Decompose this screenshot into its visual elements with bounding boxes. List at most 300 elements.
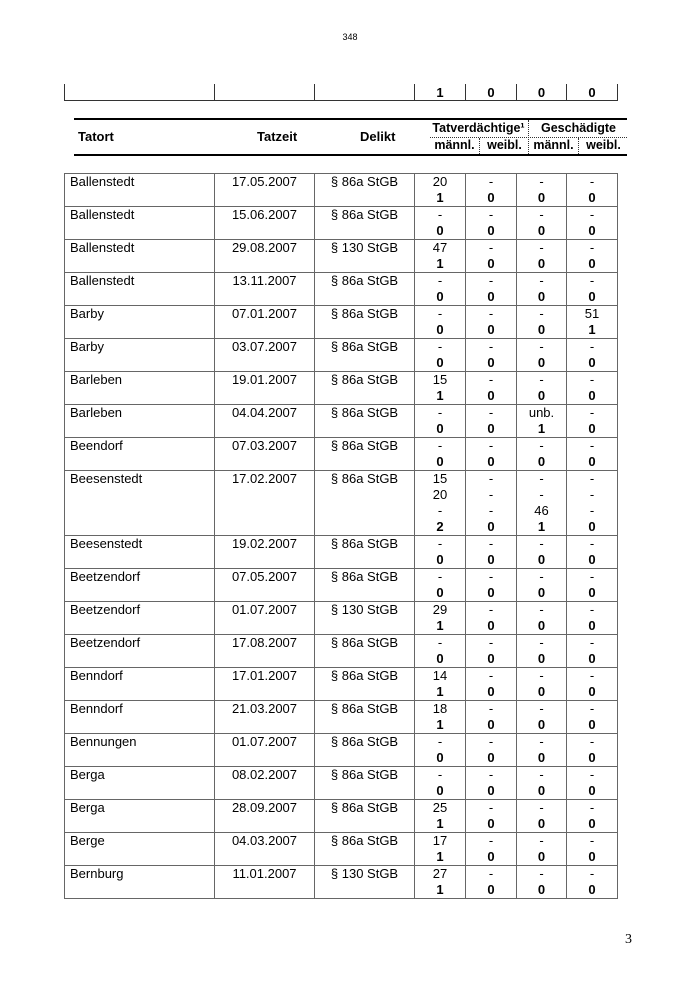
cell-tatort: Berga xyxy=(65,767,215,784)
header-geschaedigte: Geschädigte xyxy=(540,121,617,135)
summary-cell-empty xyxy=(215,84,315,101)
cell-value: 25 xyxy=(415,800,466,817)
cell-sum-value: 0 xyxy=(517,684,567,701)
cell-tatort: Bennungen xyxy=(65,734,215,751)
cell-value: - xyxy=(466,306,517,323)
cell-empty xyxy=(315,454,415,471)
cell-sum-value: 0 xyxy=(466,585,517,602)
cell-value: - xyxy=(567,569,618,586)
cell-sum-value: 0 xyxy=(567,519,618,536)
cell-sum-value: 0 xyxy=(567,289,618,306)
cell-empty xyxy=(65,684,215,701)
cell-delikt: § 86a StGB xyxy=(315,174,415,191)
cell-tatzeit: 07.03.2007 xyxy=(215,438,315,455)
table-row-sum xyxy=(65,355,618,372)
cell-value: - xyxy=(517,668,567,685)
cell-sum-value: 0 xyxy=(517,585,567,602)
cell-sum-value: 0 xyxy=(466,849,517,866)
cell-sum-value: 1 xyxy=(415,190,466,207)
cell-sum-value: 0 xyxy=(517,882,567,899)
cell-value: - xyxy=(415,207,466,224)
cell-empty xyxy=(65,585,215,602)
table-row-sum xyxy=(65,717,618,734)
table-row-sum xyxy=(65,190,618,207)
cell-value: - xyxy=(466,372,517,389)
table-row xyxy=(65,701,618,718)
cell-value: - xyxy=(466,734,517,751)
cell-value: - xyxy=(567,174,618,191)
cell-sum-value: 0 xyxy=(567,454,618,471)
cell-sum-value: 2 xyxy=(415,519,466,536)
table-header xyxy=(74,118,627,156)
cell-value: - xyxy=(567,487,618,503)
summary-cell: 0 xyxy=(567,84,618,101)
cell-value: - xyxy=(567,503,618,519)
cell-value: - xyxy=(567,602,618,619)
table-row-sum xyxy=(65,684,618,701)
cell-empty xyxy=(315,487,415,503)
cell-value: - xyxy=(517,866,567,883)
cell-value: - xyxy=(517,602,567,619)
cell-value: 20 xyxy=(415,174,466,191)
cell-tatort: Barby xyxy=(65,339,215,356)
cell-sum-value: 1 xyxy=(415,388,466,405)
cell-empty xyxy=(315,355,415,372)
cell-sum-value: 1 xyxy=(415,717,466,734)
cell-value: - xyxy=(415,339,466,356)
cell-value: 15 xyxy=(415,372,466,389)
table-row-sum xyxy=(65,519,618,536)
cell-value: - xyxy=(567,701,618,718)
table-row xyxy=(65,438,618,455)
cell-sum-value: 0 xyxy=(466,882,517,899)
cell-tatzeit: 19.01.2007 xyxy=(215,372,315,389)
page-number: 348 xyxy=(342,32,358,42)
table-row xyxy=(65,800,618,817)
cell-tatzeit: 19.02.2007 xyxy=(215,536,315,553)
cell-empty xyxy=(315,322,415,339)
cell-value: 14 xyxy=(415,668,466,685)
carryover-summary-row xyxy=(64,84,618,101)
cell-empty xyxy=(215,882,315,899)
cell-sum-value: 0 xyxy=(567,684,618,701)
cell-empty xyxy=(65,190,215,207)
cell-sum-value: 1 xyxy=(415,816,466,833)
cell-value: - xyxy=(466,471,517,488)
cell-sum-value: 0 xyxy=(466,388,517,405)
cell-value: - xyxy=(567,767,618,784)
cell-sum-value: 0 xyxy=(517,849,567,866)
cell-value: - xyxy=(517,569,567,586)
cell-value: - xyxy=(567,471,618,488)
cell-empty xyxy=(315,190,415,207)
cell-value: - xyxy=(567,273,618,290)
cell-empty xyxy=(215,322,315,339)
cell-value: - xyxy=(466,438,517,455)
cell-tatzeit: 17.01.2007 xyxy=(215,668,315,685)
cell-sum-value: 0 xyxy=(567,388,618,405)
cell-empty xyxy=(315,849,415,866)
cell-delikt: § 130 StGB xyxy=(315,240,415,257)
cell-empty xyxy=(65,355,215,372)
cell-sum-value: 0 xyxy=(567,190,618,207)
table-row xyxy=(65,602,618,619)
footer-page-number: 3 xyxy=(625,932,632,947)
cell-tatzeit: 17.02.2007 xyxy=(215,471,315,488)
cell-tatzeit: 13.11.2007 xyxy=(215,273,315,290)
cell-tatort: Berga xyxy=(65,800,215,817)
cell-value: - xyxy=(517,240,567,257)
cell-value: - xyxy=(466,207,517,224)
cell-tatort: Ballenstedt xyxy=(65,273,215,290)
cell-tatort: Beetzendorf xyxy=(65,635,215,652)
cell-value: - xyxy=(567,833,618,850)
cell-sum-value: 0 xyxy=(466,816,517,833)
cell-value: - xyxy=(517,438,567,455)
cell-delikt: § 86a StGB xyxy=(315,207,415,224)
cell-sum-value: 0 xyxy=(415,421,466,438)
cell-empty xyxy=(215,783,315,800)
cell-tatort: Beetzendorf xyxy=(65,602,215,619)
cell-value: - xyxy=(466,833,517,850)
cell-sum-value: 1 xyxy=(517,421,567,438)
cell-value: - xyxy=(466,569,517,586)
cell-sum-value: 0 xyxy=(517,717,567,734)
cell-delikt: § 86a StGB xyxy=(315,569,415,586)
cell-tatort: Ballenstedt xyxy=(65,207,215,224)
cell-value: - xyxy=(466,240,517,257)
table-row-sum xyxy=(65,783,618,800)
cell-sum-value: 0 xyxy=(567,618,618,635)
cell-sum-value: 1 xyxy=(567,322,618,339)
cell-empty xyxy=(215,684,315,701)
cell-value: 20 xyxy=(415,487,466,503)
cell-value: - xyxy=(466,339,517,356)
cell-value: - xyxy=(517,635,567,652)
cell-value: 15 xyxy=(415,471,466,488)
cell-delikt: § 130 StGB xyxy=(315,866,415,883)
table-row xyxy=(65,471,618,488)
cell-delikt: § 130 StGB xyxy=(315,602,415,619)
cell-value: - xyxy=(517,800,567,817)
cell-sum-value: 0 xyxy=(466,421,517,438)
cell-empty xyxy=(315,256,415,273)
cell-value: - xyxy=(567,734,618,751)
cell-empty xyxy=(315,421,415,438)
cell-sum-value: 0 xyxy=(517,618,567,635)
table-row-sum xyxy=(65,454,618,471)
cell-value: - xyxy=(466,503,517,519)
cell-empty xyxy=(65,388,215,405)
header-tv-maennl: männl. xyxy=(434,138,475,152)
cases-table xyxy=(64,173,618,899)
cell-value: - xyxy=(415,734,466,751)
cell-delikt: § 86a StGB xyxy=(315,372,415,389)
cell-value: - xyxy=(517,701,567,718)
table-row-sum xyxy=(65,750,618,767)
cell-sum-value: 0 xyxy=(567,849,618,866)
cell-sum-value: 0 xyxy=(517,750,567,767)
summary-cell: 0 xyxy=(466,84,517,101)
table-row xyxy=(65,207,618,224)
cell-value: - xyxy=(517,207,567,224)
cell-sum-value: 0 xyxy=(466,355,517,372)
cell-value: 51 xyxy=(567,306,618,323)
cell-sum-value: 0 xyxy=(567,717,618,734)
cell-sum-value: 0 xyxy=(466,454,517,471)
cell-empty xyxy=(215,816,315,833)
table-row-sum xyxy=(65,585,618,602)
cell-tatort: Bernburg xyxy=(65,866,215,883)
cell-tatzeit: 01.07.2007 xyxy=(215,602,315,619)
cell-tatort: Beesenstedt xyxy=(65,536,215,553)
cell-sum-value: 0 xyxy=(466,783,517,800)
cell-value: 17 xyxy=(415,833,466,850)
cell-tatzeit: 21.03.2007 xyxy=(215,701,315,718)
cell-tatzeit: 03.07.2007 xyxy=(215,339,315,356)
cell-tatzeit: 11.01.2007 xyxy=(215,866,315,883)
cell-sum-value: 0 xyxy=(567,585,618,602)
cell-tatzeit: 04.03.2007 xyxy=(215,833,315,850)
header-g-maennl: männl. xyxy=(533,138,574,152)
cell-value: - xyxy=(466,536,517,553)
header-tv-weibl: weibl. xyxy=(487,138,522,152)
cell-sum-value: 0 xyxy=(567,552,618,569)
cell-sum-value: 1 xyxy=(517,519,567,536)
cell-value: - xyxy=(517,306,567,323)
table-row xyxy=(65,306,618,323)
cell-value: - xyxy=(517,273,567,290)
cell-empty xyxy=(65,289,215,306)
cell-value: - xyxy=(517,339,567,356)
cell-delikt: § 86a StGB xyxy=(315,536,415,553)
cell-sum-value: 0 xyxy=(415,651,466,668)
header-delikt: Delikt xyxy=(360,129,396,144)
cell-sum-value: 0 xyxy=(415,783,466,800)
cell-value: - xyxy=(567,372,618,389)
cell-sum-value: 0 xyxy=(415,223,466,240)
table-row-sum xyxy=(65,849,618,866)
cell-empty xyxy=(315,717,415,734)
cell-tatort: Ballenstedt xyxy=(65,240,215,257)
cell-value: - xyxy=(567,438,618,455)
cell-empty xyxy=(215,421,315,438)
cell-value: - xyxy=(415,536,466,553)
cell-sum-value: 0 xyxy=(567,816,618,833)
cell-value: 46 xyxy=(517,503,567,519)
cell-empty xyxy=(65,503,215,519)
cell-sum-value: 0 xyxy=(517,355,567,372)
cell-sum-value: 0 xyxy=(567,355,618,372)
cell-empty xyxy=(215,355,315,372)
cell-empty xyxy=(315,388,415,405)
cell-empty xyxy=(65,849,215,866)
cell-sum-value: 0 xyxy=(415,585,466,602)
header-tatzeit: Tatzeit xyxy=(257,129,298,144)
cell-empty xyxy=(215,454,315,471)
table-row xyxy=(65,536,618,553)
cell-delikt: § 86a StGB xyxy=(315,306,415,323)
cell-empty xyxy=(315,552,415,569)
cell-empty xyxy=(215,717,315,734)
cell-empty xyxy=(215,618,315,635)
cell-value: - xyxy=(466,800,517,817)
cell-value: - xyxy=(517,487,567,503)
cell-sum-value: 0 xyxy=(415,289,466,306)
cell-empty xyxy=(315,651,415,668)
table-row xyxy=(65,405,618,422)
cell-value: - xyxy=(466,174,517,191)
table-row xyxy=(65,240,618,257)
cell-empty xyxy=(65,816,215,833)
cell-delikt: § 86a StGB xyxy=(315,833,415,850)
cell-sum-value: 0 xyxy=(415,454,466,471)
cell-value: - xyxy=(466,767,517,784)
cell-delikt: § 86a StGB xyxy=(315,701,415,718)
table-row xyxy=(65,833,618,850)
cell-empty xyxy=(315,816,415,833)
cell-value: - xyxy=(466,668,517,685)
cell-tatort: Beetzendorf xyxy=(65,569,215,586)
cell-value: - xyxy=(415,503,466,519)
cell-sum-value: 0 xyxy=(517,783,567,800)
cell-value: - xyxy=(466,273,517,290)
cell-empty xyxy=(65,454,215,471)
cell-sum-value: 0 xyxy=(415,750,466,767)
table-row xyxy=(65,487,618,503)
cell-empty xyxy=(315,783,415,800)
cell-sum-value: 0 xyxy=(466,190,517,207)
cell-empty xyxy=(215,849,315,866)
cell-value: 47 xyxy=(415,240,466,257)
cell-sum-value: 0 xyxy=(517,322,567,339)
cell-sum-value: 0 xyxy=(415,322,466,339)
cell-sum-value: 1 xyxy=(415,256,466,273)
table-row-sum xyxy=(65,882,618,899)
cell-tatort: Barleben xyxy=(65,372,215,389)
cell-value: - xyxy=(466,602,517,619)
cell-tatzeit: 08.02.2007 xyxy=(215,767,315,784)
cell-tatzeit: 04.04.2007 xyxy=(215,405,315,422)
cell-empty xyxy=(65,783,215,800)
cell-sum-value: 0 xyxy=(517,552,567,569)
cell-value: - xyxy=(517,833,567,850)
cell-sum-value: 0 xyxy=(567,421,618,438)
cell-tatzeit: 15.06.2007 xyxy=(215,207,315,224)
cell-sum-value: 0 xyxy=(466,651,517,668)
cell-tatort: Barleben xyxy=(65,405,215,422)
table-row-sum xyxy=(65,223,618,240)
table-row xyxy=(65,668,618,685)
cell-empty xyxy=(215,256,315,273)
cell-sum-value: 0 xyxy=(567,882,618,899)
cell-value: - xyxy=(415,438,466,455)
cell-value: - xyxy=(567,635,618,652)
cell-empty xyxy=(315,585,415,602)
cell-empty xyxy=(65,552,215,569)
cell-delikt: § 86a StGB xyxy=(315,471,415,488)
table-row xyxy=(65,372,618,389)
cell-empty xyxy=(215,585,315,602)
table-row-sum xyxy=(65,816,618,833)
cell-delikt: § 86a StGB xyxy=(315,668,415,685)
cell-tatzeit: 01.07.2007 xyxy=(215,734,315,751)
cell-value: - xyxy=(567,866,618,883)
table-row xyxy=(65,569,618,586)
cell-value: - xyxy=(466,487,517,503)
cell-value: 29 xyxy=(415,602,466,619)
cell-empty xyxy=(315,618,415,635)
cell-empty xyxy=(315,882,415,899)
cell-empty xyxy=(65,487,215,503)
cell-empty xyxy=(215,651,315,668)
cell-tatort: Benndorf xyxy=(65,668,215,685)
cell-delikt: § 86a StGB xyxy=(315,767,415,784)
cell-sum-value: 0 xyxy=(415,355,466,372)
cell-sum-value: 0 xyxy=(517,454,567,471)
cell-empty xyxy=(315,503,415,519)
cell-empty xyxy=(215,519,315,536)
cell-sum-value: 0 xyxy=(466,289,517,306)
table-row-sum xyxy=(65,618,618,635)
table-row xyxy=(65,734,618,751)
cell-sum-value: 0 xyxy=(466,750,517,767)
cell-value: 27 xyxy=(415,866,466,883)
header-g-weibl: weibl. xyxy=(586,138,621,152)
table-row-sum xyxy=(65,256,618,273)
cell-empty xyxy=(65,421,215,438)
cell-sum-value: 0 xyxy=(466,552,517,569)
cell-sum-value: 0 xyxy=(466,256,517,273)
cell-sum-value: 0 xyxy=(517,190,567,207)
summary-cell-empty xyxy=(65,84,215,101)
cell-sum-value: 0 xyxy=(466,322,517,339)
cell-sum-value: 0 xyxy=(466,519,517,536)
cell-sum-value: 0 xyxy=(567,750,618,767)
cell-tatzeit: 07.01.2007 xyxy=(215,306,315,323)
cell-empty xyxy=(65,519,215,536)
cell-sum-value: 0 xyxy=(567,256,618,273)
cell-empty xyxy=(215,289,315,306)
cell-value: - xyxy=(567,800,618,817)
cell-value: 18 xyxy=(415,701,466,718)
cell-value: - xyxy=(415,635,466,652)
cell-value: - xyxy=(567,405,618,422)
table-row xyxy=(65,866,618,883)
cell-empty xyxy=(315,750,415,767)
header-tatort: Tatort xyxy=(78,129,114,144)
cell-sum-value: 0 xyxy=(415,552,466,569)
cell-delikt: § 86a StGB xyxy=(315,635,415,652)
cell-empty xyxy=(315,684,415,701)
cell-sum-value: 1 xyxy=(415,684,466,701)
cell-sum-value: 0 xyxy=(466,223,517,240)
cell-value: - xyxy=(466,866,517,883)
cell-tatzeit: 07.05.2007 xyxy=(215,569,315,586)
cell-value: - xyxy=(415,405,466,422)
cell-value: - xyxy=(567,207,618,224)
cell-delikt: § 86a StGB xyxy=(315,339,415,356)
cell-tatzeit: 17.05.2007 xyxy=(215,174,315,191)
cell-value: - xyxy=(466,405,517,422)
summary-cell: 1 xyxy=(415,84,466,101)
table-row-sum xyxy=(65,388,618,405)
cell-empty xyxy=(65,322,215,339)
cell-value: - xyxy=(517,767,567,784)
cell-tatort: Beendorf xyxy=(65,438,215,455)
cell-sum-value: 0 xyxy=(517,388,567,405)
cell-value: - xyxy=(517,471,567,488)
